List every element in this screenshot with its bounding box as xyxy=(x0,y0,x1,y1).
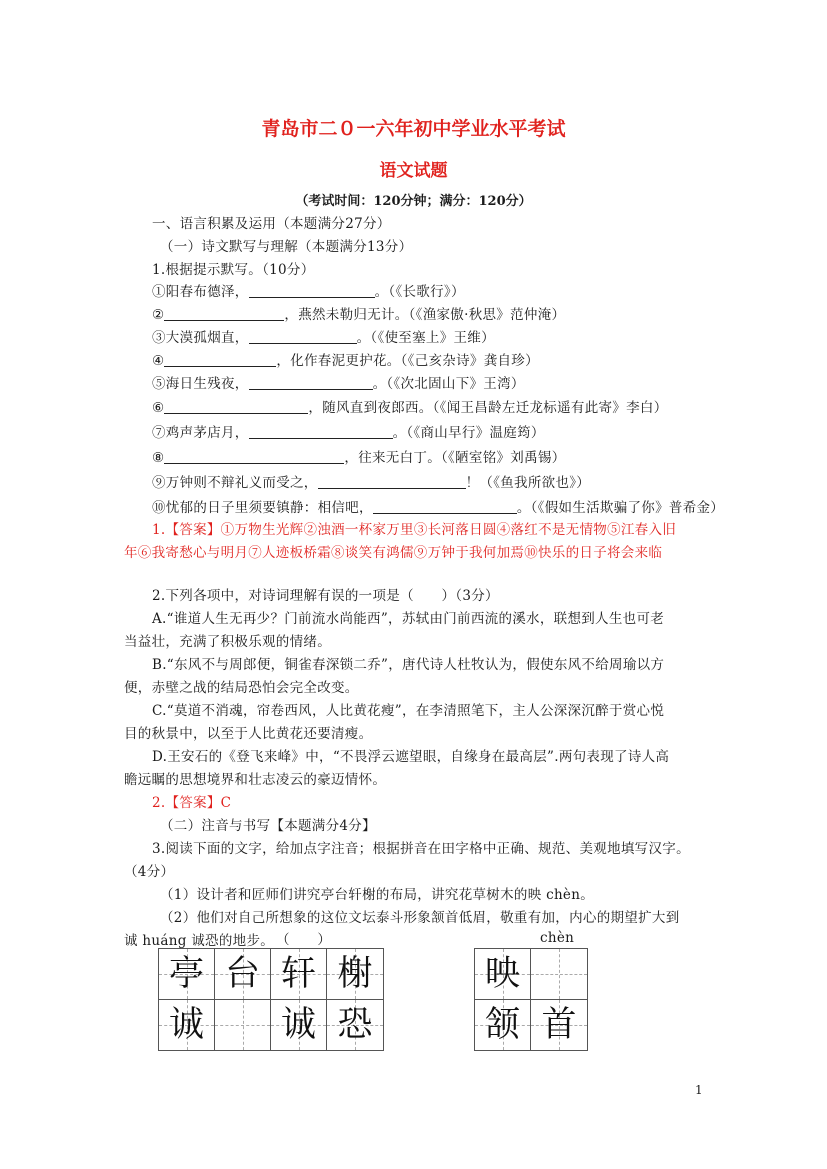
q1-item-9: ⑨万钟则不辩礼义而受之， ！（《鱼我所欲也》） xyxy=(152,475,591,491)
page-title: 青岛市二０一六年初中学业水平考试 xyxy=(261,118,566,140)
grid-cell: 诚 xyxy=(159,1000,215,1050)
part1-heading: （一）诗文默写与理解（本题满分13分） xyxy=(160,239,413,255)
grid-cell-answer[interactable] xyxy=(215,1000,271,1050)
q1-item-2: ② ，燕然未勒归无计。（《渔家傲·秋思》范仲淹） xyxy=(152,307,566,323)
answer-blank[interactable] xyxy=(164,352,276,367)
grid-cell: 诚 xyxy=(271,1000,327,1050)
q2-option-a-cont: 当益壮，充满了积极乐观的情绪。 xyxy=(124,634,331,650)
grid-cell: 榭 xyxy=(327,949,383,999)
q1-item-4: ④ ，化作春泥更护花。（《己亥杂诗》龚自珍） xyxy=(152,353,539,369)
pinyin-blank-label: （ ） xyxy=(276,932,332,948)
q3-prompt: 3.阅读下面的文字，给加点字注音；根据拼音在田字格中正确、规范、美观地填写汉字。 xyxy=(152,841,690,857)
grid-cell: 恐 xyxy=(327,1000,383,1050)
grid-cell: 轩 xyxy=(271,949,327,999)
q2-option-c: C.“莫道不消魂，帘卷西风，人比黄花瘦”，在李清照笔下，主人公深深沉醉于赏心悦 xyxy=(152,703,665,719)
answer-blank[interactable] xyxy=(164,449,344,464)
q1-item-10: ⑩忧郁的日子里须要镇静：相信吧， 。（《假如生活欺骗了你》普希金） xyxy=(152,500,725,516)
answer-blank[interactable] xyxy=(249,375,373,390)
q2-option-b-cont: 便，赤壁之战的结局恐怕会完全改变。 xyxy=(124,680,359,696)
part2-heading: （二）注音与书写【本题满分4分】 xyxy=(160,818,376,834)
q2-answer: 2.【答案】C xyxy=(152,795,232,811)
q2-option-d-cont: 瞻远瞩的思想境界和壮志凌云的豪迈情怀。 xyxy=(124,772,387,788)
q3-sentence-2: （2）他们对自己所想象的这位文坛泰斗形象颔首低眉，敬重有加，内心的期望扩大到 xyxy=(160,910,680,926)
section-heading: 一、语言积累及运用（本题满分27分） xyxy=(152,216,391,232)
grid-cell: 映 xyxy=(475,949,531,999)
exam-info: （考试时间：120分钟；满分：120分） xyxy=(295,194,532,209)
grid-cell: 台 xyxy=(215,949,271,999)
q2-option-d: D.王安石的《登飞来峰》中，“不畏浮云遮望眼，自缘身在最高层”.两句表现了诗人高 xyxy=(152,749,670,765)
tianzige-grid-left xyxy=(158,948,384,1051)
page-subtitle: 语文试题 xyxy=(379,161,448,181)
q2-option-a: A.“谁道人生无再少？门前流水尚能西”，苏轼由门前西流的溪水，联想到人生也可老 xyxy=(152,611,665,627)
q1-item-1: ①阳春布德泽， 。（《长歌行》） xyxy=(152,284,465,300)
q1-item-7: ⑦鸡声茅店月， 。（《商山早行》温庭筠） xyxy=(152,425,545,441)
q2-option-b: B.“东风不与周郎便，铜雀春深锁二乔”，唐代诗人杜牧认为，假使东风不给周瑜以方 xyxy=(152,657,665,673)
grid-cell-answer[interactable] xyxy=(531,949,587,999)
q2-prompt: 2.下列各项中，对诗词理解有误的一项是（ ）（3分） xyxy=(152,588,499,604)
q1-answer-line-1: 1.【答案】①万物生光辉②浊酒一杯家万里③长河落日圆④落红不是无情物⑤江春入旧 xyxy=(152,522,677,538)
page-number: 1 xyxy=(695,1083,703,1097)
grid-cell: 首 xyxy=(531,1000,587,1050)
q1-item-6: ⑥ ，随风直到夜郎西。（《闻王昌龄左迁龙标遥有此寄》李白） xyxy=(152,400,668,416)
answer-blank[interactable] xyxy=(164,306,284,321)
q1-prompt: 1.根据提示默写。（10分） xyxy=(152,262,315,278)
q3-sentence-1: （1）设计者和匠师们讲究亭台轩榭的布局，讲究花草树木的映 chèn。 xyxy=(160,887,595,903)
q1-item-8: ⑧ ，往来无白丁。（《陋室铭》刘禹锡） xyxy=(152,450,566,466)
answer-blank[interactable] xyxy=(318,474,466,489)
q2-option-c-cont: 目的秋景中，以至于人比黄花还要清瘦。 xyxy=(124,726,373,742)
grid-cell: 亭 xyxy=(159,949,215,999)
answer-blank[interactable] xyxy=(249,283,375,298)
answer-blank[interactable] xyxy=(164,399,308,414)
q1-answer-line-2: 年⑥我寄愁心与明月⑦人迹板桥霜⑧谈笑有鸿儒⑨万钟于我何加焉⑩快乐的日子将会来临 xyxy=(124,545,663,561)
answer-blank[interactable] xyxy=(249,329,357,344)
grid-cell: 颔 xyxy=(475,1000,531,1050)
pinyin-label: chèn xyxy=(540,930,575,946)
answer-blank[interactable] xyxy=(373,499,517,514)
q3-prompt-cont: （4分） xyxy=(124,864,175,880)
answer-blank[interactable] xyxy=(249,424,393,439)
tianzige-grid-right xyxy=(474,948,588,1051)
q1-item-3: ③大漠孤烟直， 。（《使至塞上》王维） xyxy=(152,330,495,346)
q1-item-5: ⑤海日生残夜， 。（《次北固山下》王湾） xyxy=(152,376,525,392)
q3-sentence-2-cont: 诚 huáng 诚恐的地步。 xyxy=(124,933,275,949)
